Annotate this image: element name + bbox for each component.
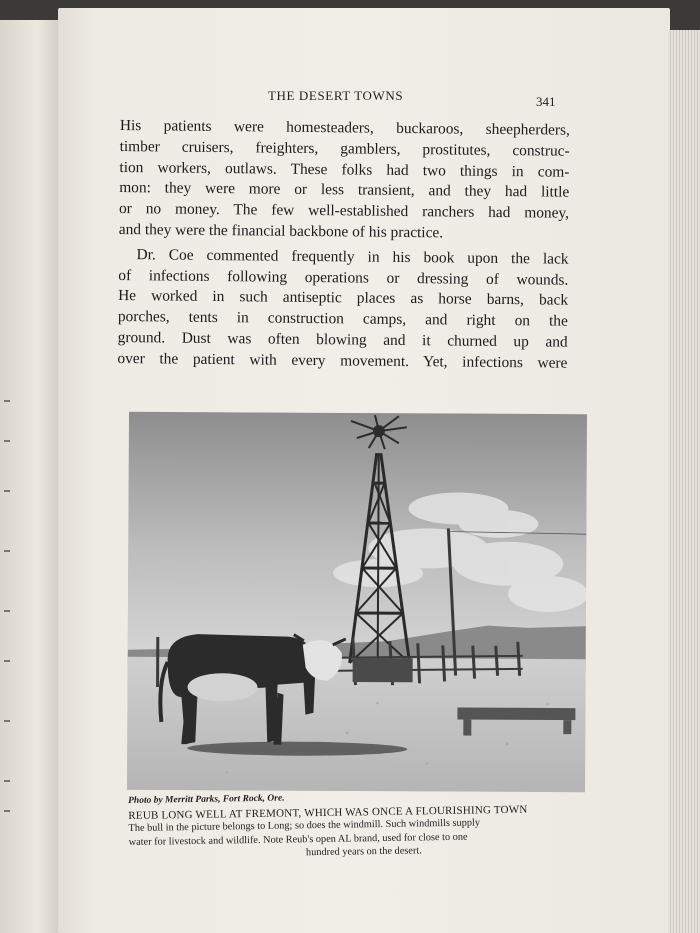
- text-line: over the patient with every movement. Yet, infections were: [117, 349, 568, 372]
- text-line: tion workers, outlaws. These folks had two things in com-: [119, 158, 570, 181]
- page-stack-edge: [668, 30, 700, 933]
- caption-line: water for livestock and wildlife. Note Reub's open AL brand, used for close to one: [128, 831, 468, 848]
- caption-body: [128, 815, 599, 863]
- paragraph-1: [119, 116, 570, 245]
- caption-line: The bull in the picture belongs to Long; so does the windmill. Such windmills supply: [128, 817, 481, 834]
- photo-illustration: [127, 412, 587, 792]
- caption-title: REUB LONG WELL AT FREMONT, WHICH WAS ONCE A FLOURISHING TOWN: [128, 803, 528, 822]
- text-line: mon: they were more or less transient, and they had little: [119, 179, 570, 202]
- body-text: [117, 116, 570, 374]
- sky: [128, 412, 587, 664]
- text-line: porches, tents in construction camps, and right on the: [117, 308, 568, 330]
- page-number: 341: [536, 94, 556, 109]
- text-line: or no money. The few well-established ranchers had money,: [118, 200, 570, 222]
- caption-line: hundred years on the desert.: [305, 845, 422, 859]
- text-line: and they were the financial backbone of his practice.: [118, 220, 444, 242]
- figure-caption: [128, 789, 599, 863]
- text-line: of infections following operations or dressing of wounds.: [118, 266, 569, 289]
- text-line: He worked in such antiseptic places as horse barns, back: [118, 287, 569, 310]
- paragraph-2: [117, 245, 568, 374]
- running-head: THE DESERT TOWNS: [268, 88, 404, 103]
- text-line: His patients were homesteaders, buckaroos, sheepherders,: [119, 116, 570, 139]
- left-facing-page: [0, 20, 62, 933]
- text-line: timber cruisers, freighters, gamblers, prostitutes, construc-: [119, 137, 570, 160]
- text-line: ground. Dust was often blowing and it churned up and: [117, 328, 568, 351]
- text-line: Dr. Coe commented frequently in his book upon the lack: [136, 245, 569, 268]
- stock-tank: [353, 658, 413, 682]
- photograph: [127, 412, 587, 792]
- photo-credit: Photo by Merritt Parks, Fort Rock, Ore.: [128, 793, 285, 806]
